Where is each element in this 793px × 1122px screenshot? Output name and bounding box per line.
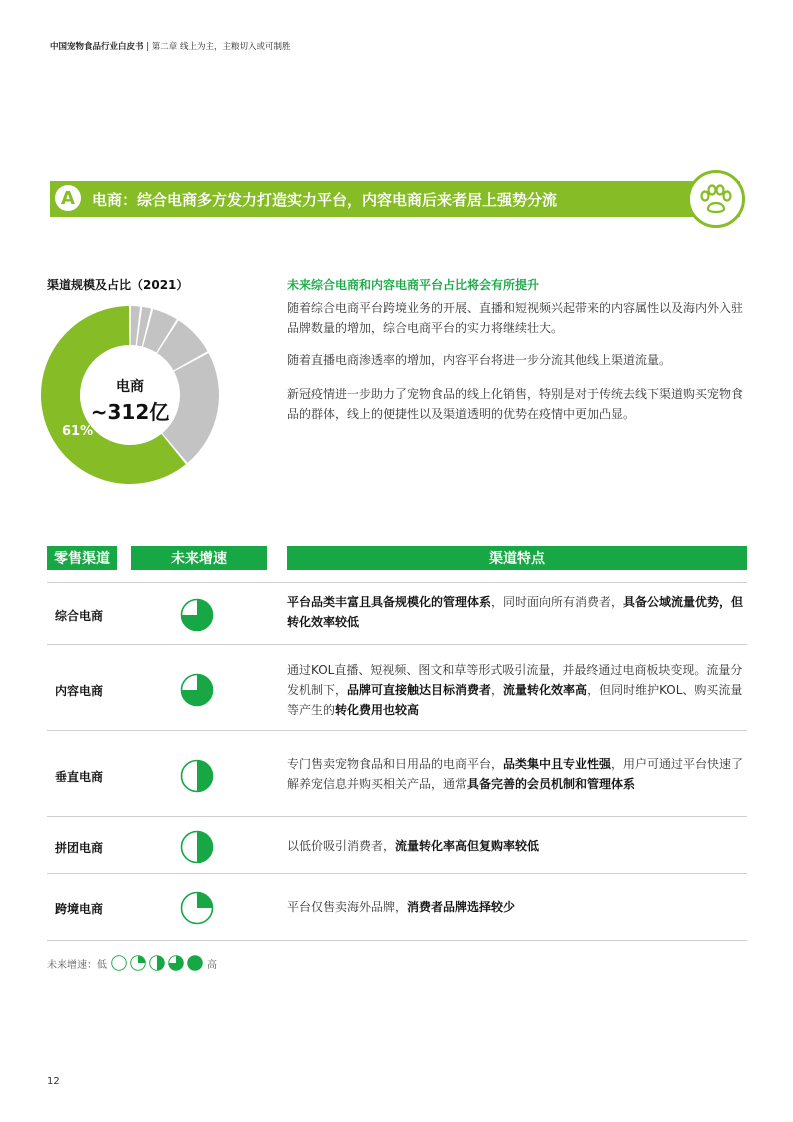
report-title: 中国宠物食品行业白皮书 <box>50 42 144 52</box>
description-highlight: 品类集中且专业性强 <box>503 757 612 771</box>
growth-pie-icon <box>180 830 214 868</box>
chart-title: 渠道规模及占比（2021） <box>47 278 189 292</box>
section-letter-badge: A <box>55 185 81 211</box>
row-description <box>287 660 749 720</box>
row-description <box>287 592 749 632</box>
header-future-growth: 未来增速 <box>131 546 267 570</box>
growth-pie-icon <box>180 598 214 636</box>
description-text: ，同时面向所有消费者， <box>491 595 624 609</box>
row-description <box>287 836 749 856</box>
description-text: 以低价吸引消费者， <box>287 839 396 853</box>
legend-high-label: 高 <box>207 959 217 971</box>
donut-center-value: ~312亿 <box>90 400 170 424</box>
legend-growth-icon <box>111 955 127 971</box>
intro-paragraph-1: 随着综合电商平台跨境业务的开展、直播和短视频兴起带来的内容属性以及海内外入驻品牌数量的增加，综合电商平台的实力将继续壮大。 <box>287 301 744 335</box>
row-divider <box>47 873 747 874</box>
intro-paragraph-3: 新冠疫情进一步助力了宠物食品的线上化销售，特别是对于传统去线下渠道购买宠物食品的群体，线上的便捷性以及渠道透明的优势在疫情中更加凸显。 <box>287 387 744 421</box>
legend-growth-icon <box>168 955 184 971</box>
description-highlight: 流量转化率高但复购率较低 <box>395 839 540 853</box>
legend-growth-icon <box>149 955 165 971</box>
row-divider <box>47 730 747 731</box>
description-text: ，但同时维护KOL、购买流量等产生的 <box>287 683 743 717</box>
row-channel-name: 综合电商 <box>55 608 104 623</box>
intro-paragraph-2: 随着直播电商渗透率的增加，内容平台将进一步分流其他线上渠道流量。 <box>287 353 672 367</box>
row-channel-name: 拼团电商 <box>55 841 104 855</box>
page-number: 12 <box>47 1076 60 1087</box>
growth-pie-icon <box>180 891 214 929</box>
description-highlight: 具备完善的会员机制和管理体系 <box>467 777 636 791</box>
row-channel-name: 跨境电商 <box>55 902 104 916</box>
running-head <box>50 40 291 52</box>
intro-heading: 未来综合电商和内容电商平台占比将会有所提升 <box>287 278 540 292</box>
header-retail-channel: 零售渠道 <box>47 546 117 570</box>
legend-low-label: 未来增速：低 <box>47 959 107 971</box>
description-text: 平台仅售卖海外品牌， <box>287 900 408 914</box>
row-channel-name: 内容电商 <box>55 684 104 698</box>
description-text: ， <box>491 683 504 697</box>
growth-pie-icon <box>180 759 214 797</box>
row-divider <box>47 816 747 817</box>
description-text: 专门售卖宠物食品和日用品的电商平台， <box>287 757 504 771</box>
row-channel-name: 垂直电商 <box>55 770 104 784</box>
legend-growth-icon <box>130 955 146 971</box>
row-divider <box>47 644 747 645</box>
description-highlight: 品牌可直接触达目标消费者 <box>347 683 492 697</box>
slice-label-ecommerce: 61% <box>62 424 94 439</box>
chapter-title: 第二章 线上为主，主粮切入或可制胜 <box>151 42 291 52</box>
description-highlight: 消费者品牌选择较少 <box>407 900 516 914</box>
row-description <box>287 897 749 917</box>
section-title: 电商：综合电商多方发力打造实力平台，内容电商后来者居上强势分流 <box>92 191 558 209</box>
donut-center-label: 电商 <box>116 379 144 395</box>
description-highlight: 流量转化效率高 <box>503 683 588 697</box>
description-text: ，用户可通过平台快速了解养宠信息并购买相关产品，通常 <box>287 757 744 791</box>
header-channel-features: 渠道特点 <box>287 546 747 570</box>
legend-growth-icon <box>187 955 203 971</box>
growth-legend <box>47 955 217 971</box>
description-highlight: 平台品类丰富且具备规模化的管理体系 <box>287 595 492 609</box>
row-divider <box>47 582 747 583</box>
growth-pie-icon <box>180 673 214 711</box>
row-divider <box>47 940 747 941</box>
row-description <box>287 754 749 794</box>
paw-icon <box>687 170 745 228</box>
header-separator: | <box>143 42 152 52</box>
description-text: 通过KOL直播、短视频、图文和草等形式吸引流量，并最终通过电商板块变现。流量分发机制下， <box>287 663 743 697</box>
description-highlight: 具备公域流量优势，但转化效率较低 <box>287 595 744 629</box>
legend-icons <box>111 955 203 971</box>
description-highlight: 转化费用也较高 <box>335 703 420 717</box>
